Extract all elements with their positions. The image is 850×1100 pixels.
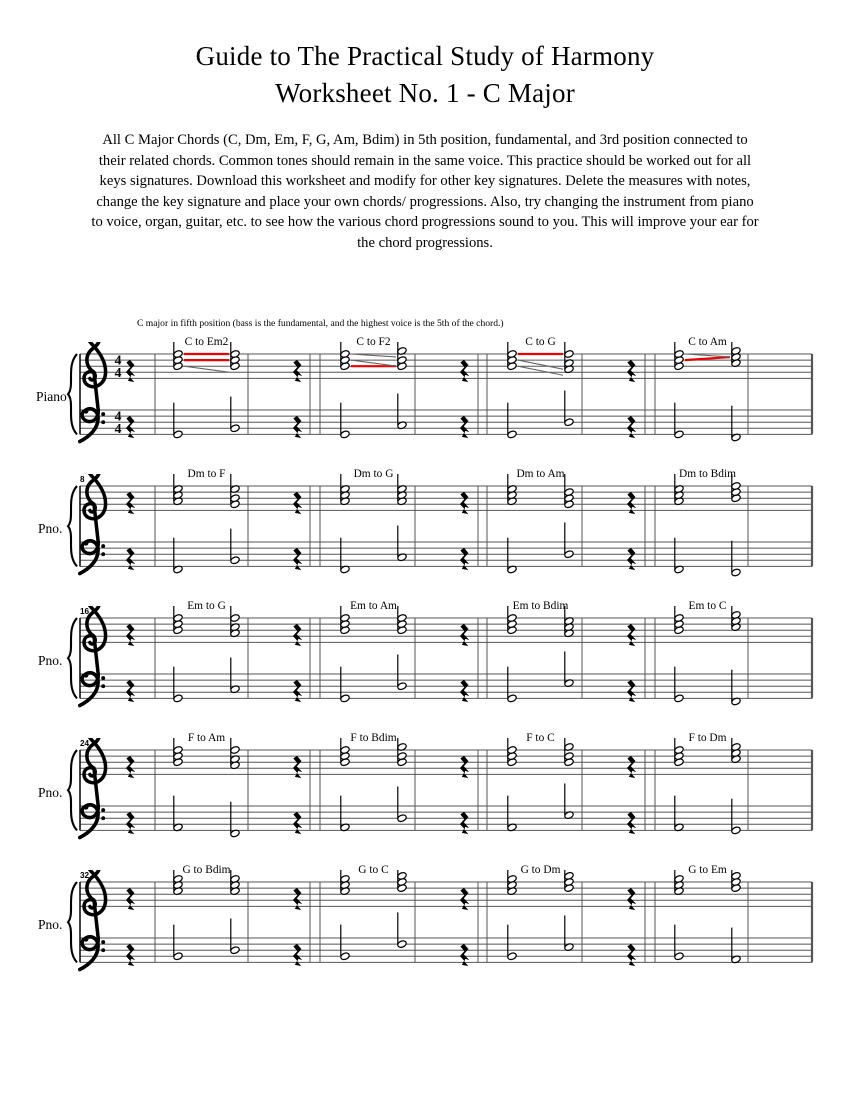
music-system: [0, 731, 850, 870]
chord-progression-label: G to Dm: [520, 863, 561, 876]
system-brace: [68, 354, 77, 434]
chord-progression-label: F to Dm: [688, 731, 727, 744]
time-signature-lower: 4: [114, 364, 122, 380]
chord-progression-label: G to Bdim: [182, 863, 231, 876]
chord-progression-label: C to F2: [356, 335, 391, 348]
chord-progression-label: C to Am: [688, 335, 727, 348]
music-system: [0, 599, 850, 738]
system-brace: [68, 882, 77, 962]
chord-progression-label: Dm to Am: [516, 467, 565, 480]
chord-progression-label: F to C: [526, 731, 555, 744]
system-brace: [68, 618, 77, 698]
chord-progression-label: Em to Am: [350, 599, 397, 612]
system-staves: [0, 738, 850, 870]
music-system: [0, 467, 850, 606]
intro-paragraph: All C Major Chords (C, Dm, Em, F, G, Am, Bdim) in 5th position, fundamental, and 3rd position connected to their related chords. Common tones should remain in the same voice. This practice should be worked out for all keys signatures. Download this worksheet and modify for other key signatures. Delete the measures with notes, change the key signature and place your own chords/ progressions. Also, try changing the instrument from piano to voice, organ, guitar, etc. to see how the various chord progressions sound to you. This will improve your ear for the chord progressions.: [91, 132, 759, 251]
chord-progression-label: Dm to G: [353, 467, 394, 480]
chord-progression-label: G to C: [358, 863, 389, 876]
score-area: [0, 317, 850, 1002]
page-title-line-2: Worksheet No. 1 - C Major: [275, 78, 575, 108]
chord-progression-label: F to Bdim: [350, 731, 397, 744]
system-staves: [0, 342, 850, 474]
music-system: [0, 863, 850, 1002]
time-signature-lower: 4: [114, 420, 122, 436]
chord-progression-label: Em to G: [187, 599, 226, 612]
chord-progression-label: G to Em: [688, 863, 727, 876]
chord-progression-label: Em to C: [688, 599, 727, 612]
instrument-label: Pno.: [38, 916, 63, 932]
measure-number: 8: [80, 474, 85, 484]
system-staves: [0, 870, 850, 1002]
time-signature-upper: 4: [114, 352, 122, 368]
measure-number: 16: [80, 606, 90, 616]
system-brace: [68, 486, 77, 566]
system-staves: [0, 474, 850, 606]
instrument-label: Pno.: [38, 520, 63, 536]
measure-number: 32: [80, 870, 90, 880]
measure-number: 24: [80, 738, 90, 748]
page-title-line-1: Guide to The Practical Study of Harmony: [195, 41, 655, 71]
system-brace: [68, 750, 77, 830]
voice-leading-connector: [184, 366, 229, 372]
instrument-label: Pno.: [38, 652, 63, 668]
chord-progression-label: C to G: [525, 335, 556, 348]
chord-progression-label: Dm to Bdim: [679, 467, 736, 480]
chord-progression-label: Em to Bdim: [512, 599, 569, 612]
instrument-label: Pno.: [38, 784, 63, 800]
chord-progression-label: Dm to F: [187, 467, 226, 480]
section-caption: C major in fifth position (bass is the fundamental, and the highest voice is the 5th of the chord.): [137, 317, 504, 329]
chord-progression-label: C to Em2: [184, 335, 229, 348]
time-signature-upper: 4: [114, 408, 122, 424]
instrument-label: Piano: [36, 388, 67, 404]
chord-progression-label: F to Am: [187, 731, 226, 744]
title-block: [0, 0, 850, 112]
music-system: [0, 317, 850, 474]
system-staves: [0, 606, 850, 738]
